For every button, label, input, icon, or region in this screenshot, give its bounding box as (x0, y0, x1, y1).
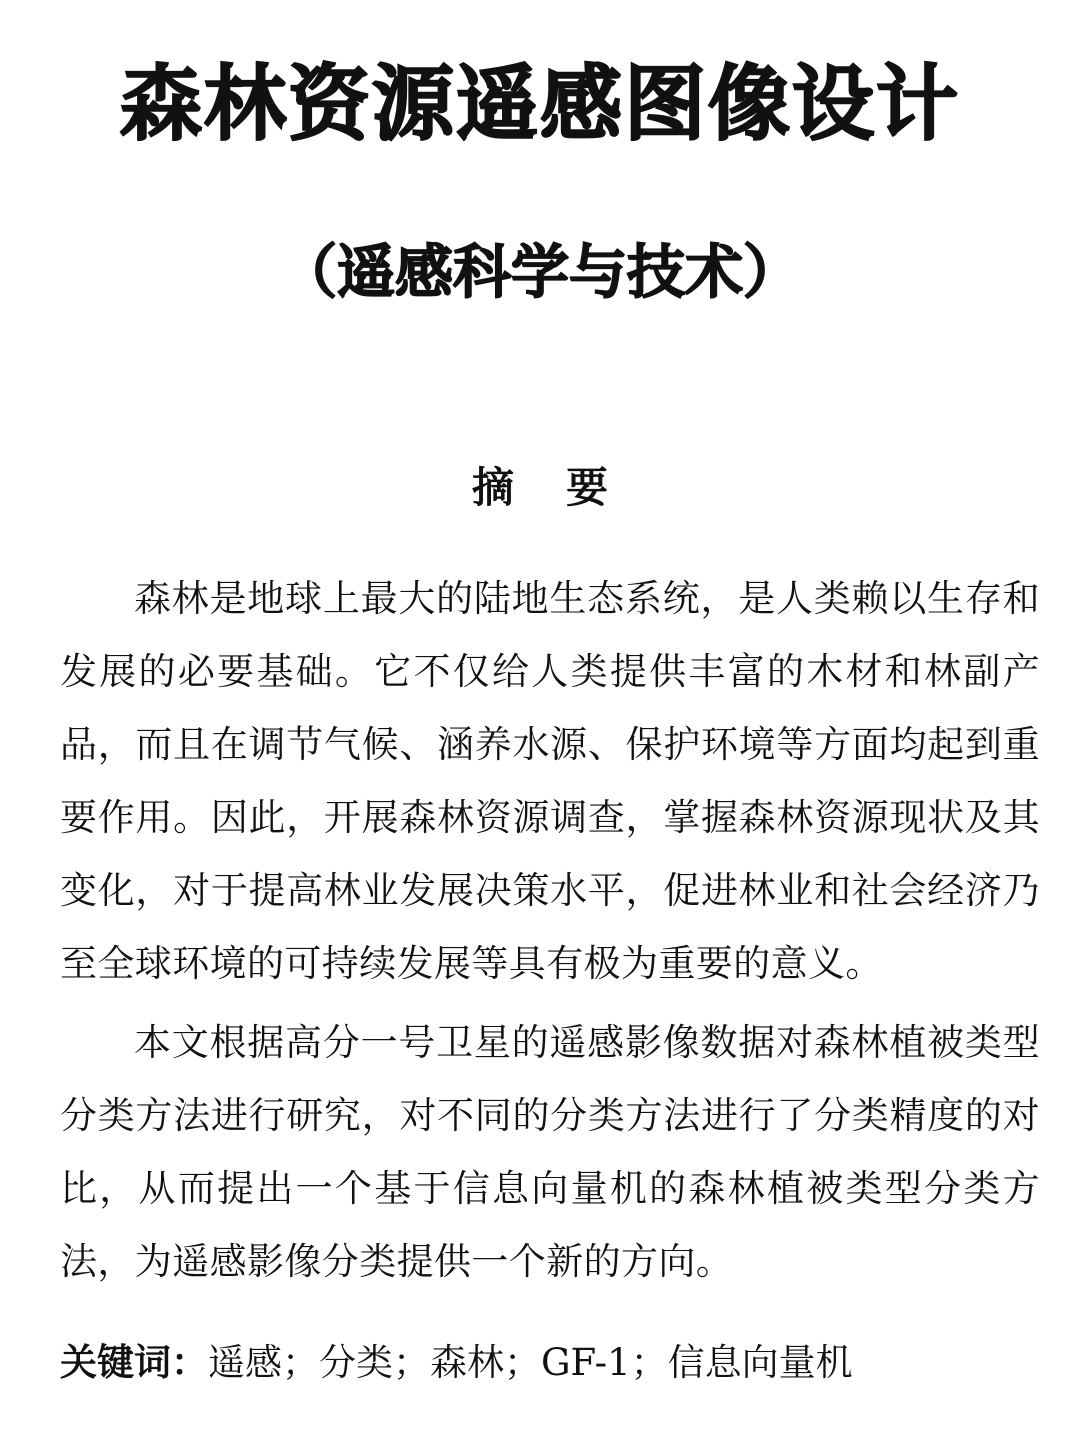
abstract-paragraph-2: 本文根据高分一号卫星的遥感影像数据对森林植被类型分类方法进行研究，对不同的分类方法进行了分类精度的对比，从而提出一个基于信息向量机的森林植被类型分类方法，为遥感影像分类提供一个新的方向。 (60, 1021, 1040, 1283)
abstract-heading: 摘要 (471, 463, 660, 512)
keywords-text: 遥感；分类；森林；GF-1；信息向量机 (208, 1341, 853, 1384)
keywords-label: 关键词： (60, 1341, 208, 1384)
keywords-line (60, 1333, 853, 1393)
abstract-paragraph-1: 森林是地球上最大的陆地生态系统，是人类赖以生存和发展的必要基础。它不仅给人类提供丰富的木材和林副产品，而且在调节气候、涵养水源、保护环境等方面均起到重要作用。因此，开展森林资源调查，掌握森林资源现状及其变化，对于提高林业发展决策水平，促进林业和社会经济乃至全球环境的可持续发展等具有极为重要的意义。 (60, 577, 1040, 985)
document-subtitle: （遥感科学与技术） (278, 238, 801, 306)
document-title: 森林资源遥感图像设计 (119, 57, 960, 152)
